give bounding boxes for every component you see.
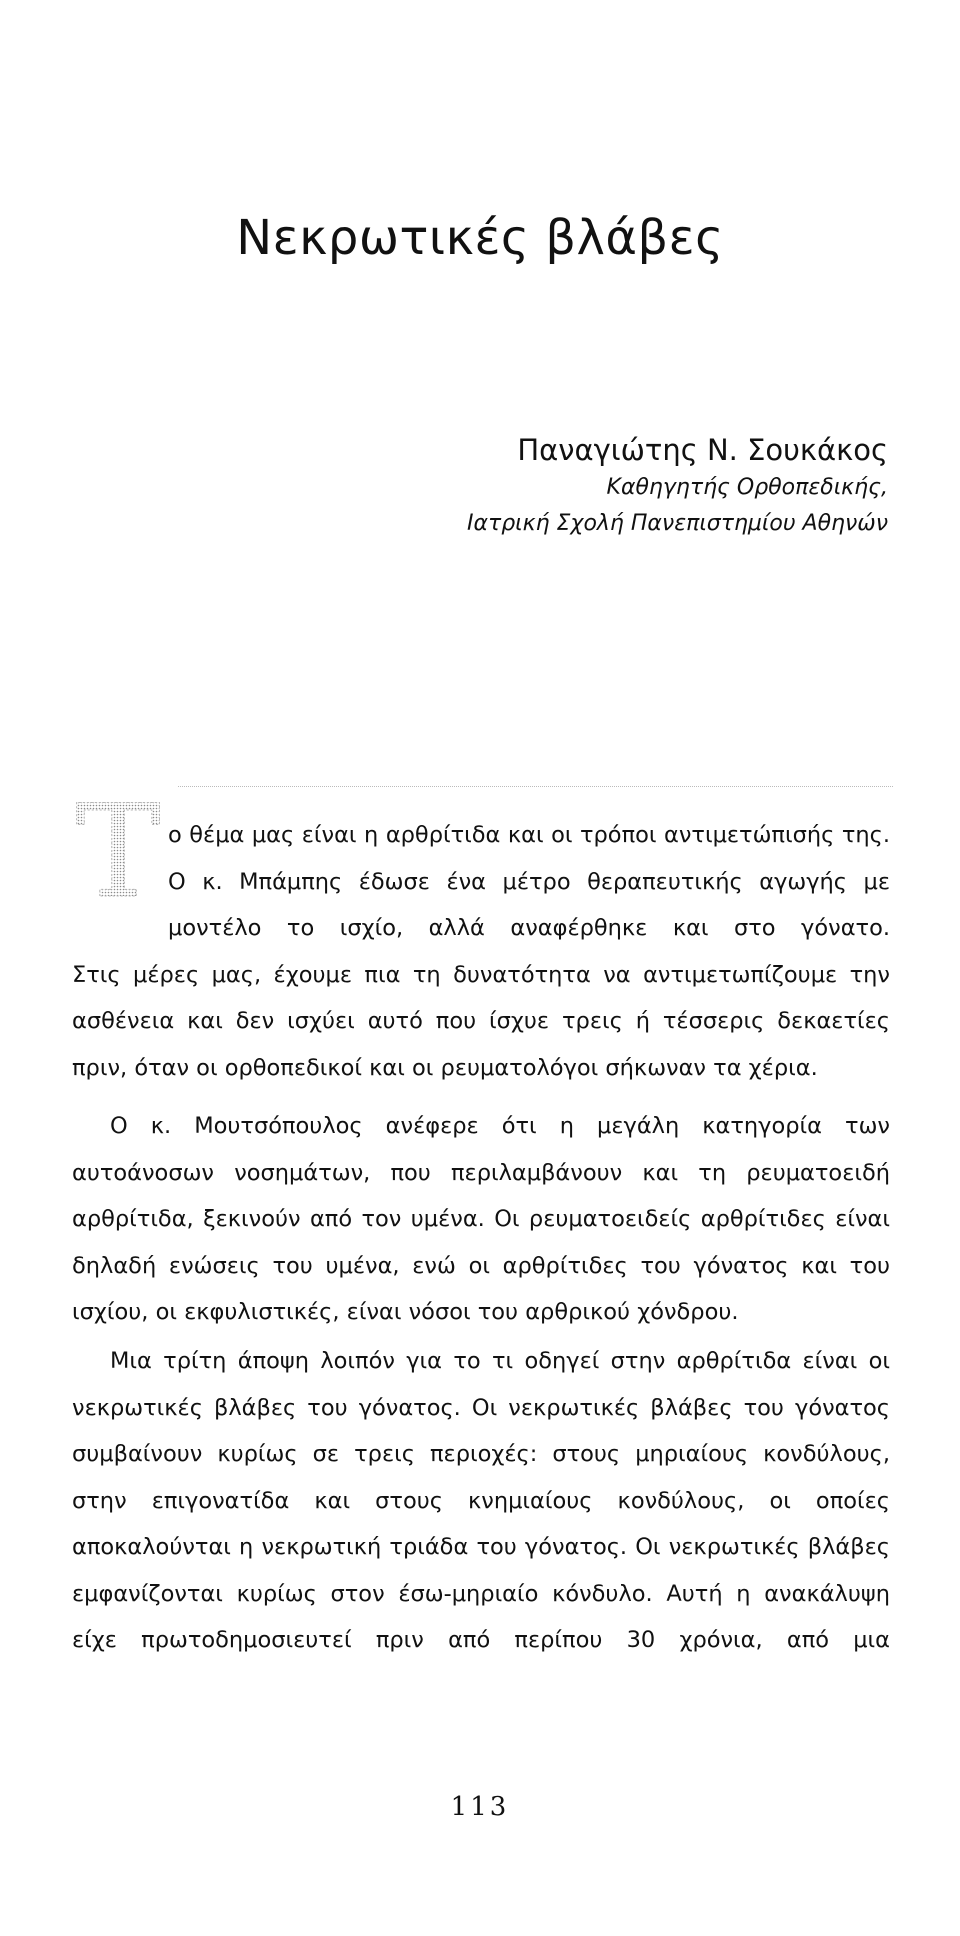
page-number: 113 xyxy=(450,1792,510,1822)
author-name: Παναγιώτης Ν. Σουκάκος xyxy=(517,433,888,467)
author-byline xyxy=(188,430,888,542)
paragraph-3: Μια τρίτη άποψη λοιπόν για το τι οδηγεί στην αρθρίτιδα είναι οι νεκρωτικές βλάβες του γόνατος. Οι νεκρωτικές βλάβες του γόνατος συμβαίνουν κυρίως σε τρεις περιοχές: στους μηριαίους κονδύλους, στην επιγονατίδα και στους κνημιαίους κονδύλους, οι οποίες αποκαλούνται η νεκρωτική τριάδα του γόνατος. Οι νεκρωτικές βλάβες εμφανίζονται κυρίως στον έσω-μηριαίο κόνδυλο. Αυτή η ανακάλυψη είχε πρωτοδημοσιευτεί πριν από περίπου 30 χρόνια, από μια xyxy=(72,1348,890,1653)
section-divider xyxy=(178,786,893,787)
paragraph-1-opening: ο θέμα μας είναι η αρθρίτιδα και οι τρόποι αντιμετώπισής της. Ο κ. Μπάμπης έδωσε ένα μέτρο θεραπευτικής αγωγής με μοντέλο το ισχίο, αλλά αναφέρθηκε και στο γόνατο. xyxy=(168,822,890,941)
article-title: Νεκρωτικές βλάβες xyxy=(236,210,724,266)
paragraph-1 xyxy=(72,812,890,1091)
author-institution: Ιατρική Σχολή Πανεπιστημίου Αθηνών xyxy=(466,511,888,536)
paragraph-2: Ο κ. Μουτσόπουλος ανέφερε ότι η μεγάλη κατηγορία των αυτοάνοσων νοσημάτων, που περιλαμβάνουν και τη ρευματοειδή αρθρίτιδα, ξεκινούν από τον υμένα. Οι ρευματοειδείς αρθρίτιδες είναι δηλαδή ενώσεις του υμένα, ενώ οι αρθρίτιδες του γόνατος και του ισχίου, οι εκφυλιστικές, είναι νόσοι του αρθρικού χόνδρου. xyxy=(72,1113,890,1325)
author-position: Καθηγητής Ορθοπεδικής, xyxy=(606,475,888,500)
paragraph-1-continuation: Στις μέρες μας, έχουμε πια τη δυνατότητα να αντιμετωπίζουμε την ασθένεια και δεν ισχύει αυτό που ίσχυε τρεις ή τέσσερις δεκαετίες πριν, όταν οι ορθοπεδικοί και οι ρευματολόγοι σήκωναν τα χέρια. xyxy=(72,961,890,1081)
drop-cap-letter: Τ xyxy=(75,792,161,910)
